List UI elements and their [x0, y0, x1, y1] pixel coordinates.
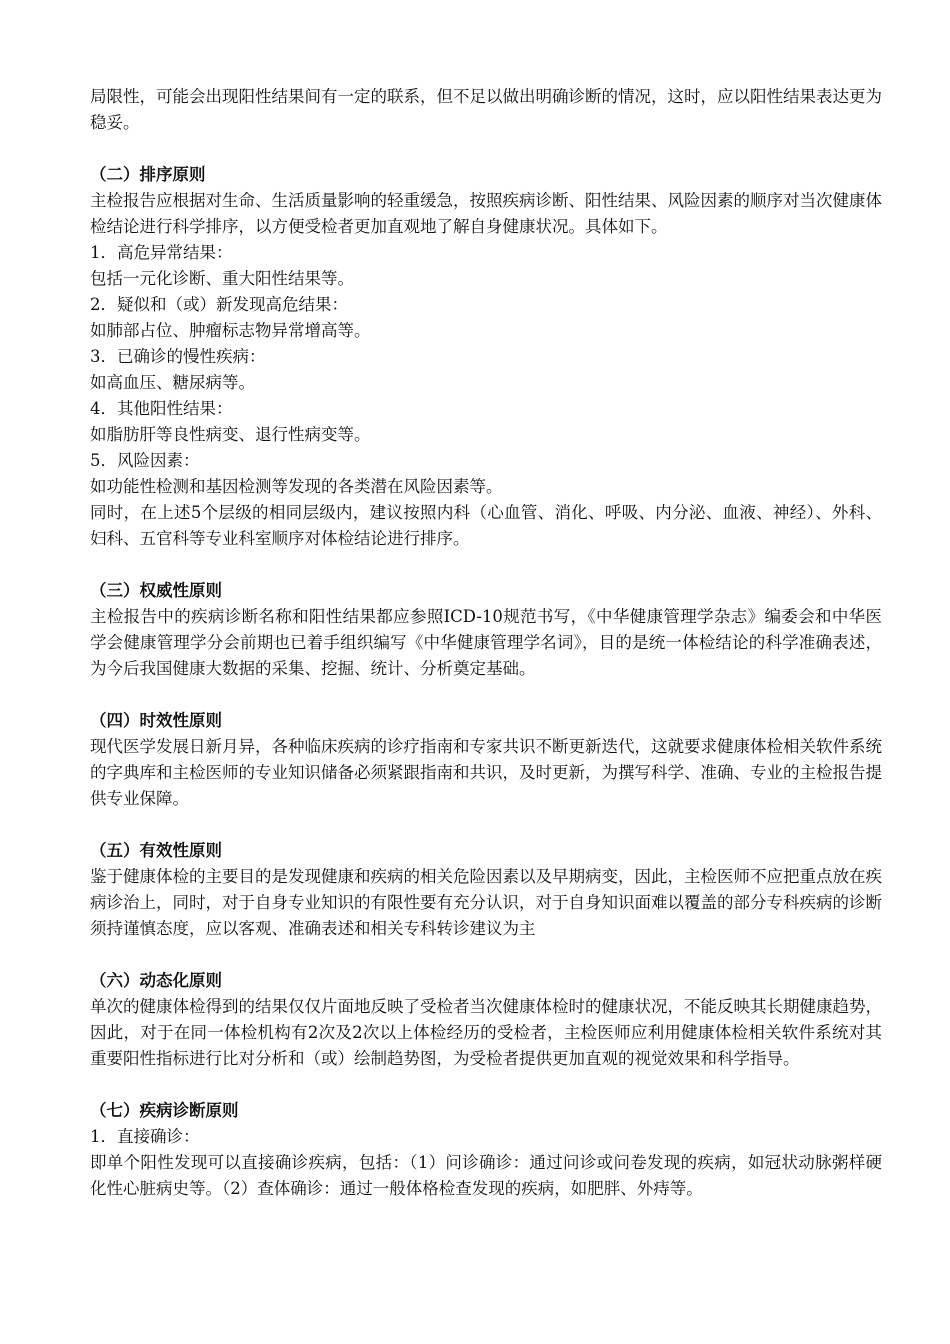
section-heading: （六）动态化原则 — [90, 971, 222, 990]
section-paragraph: 即单个阳性发现可以直接确诊疾病，包括：（1）问诊确诊：通过问诊或问卷发现的疾病，如冠状动脉粥样硬化性心脏病史等。（2）查体确诊：通过一般体格检查发现的疾病，如肥胖、外痔等。 — [90, 1153, 882, 1198]
list-item-title: 3．已确诊的慢性疾病： — [90, 347, 266, 366]
section-paragraph: 现代医学发展日新月异，各种临床疾病的诊疗指南和专家共识不断更新迭代，这就要求健康体检相关软件系统的字典库和主检医师的专业知识储备必须紧跟指南和共识，及时更新，为撰写科学、准确、专业的主检报告提供专业保障。 — [90, 737, 882, 808]
section-paragraph: 主检报告中的疾病诊断名称和阳性结果都应参照ICD-10规范书写，《中华健康管理学杂志》编委会和中华医学会健康管理学分会前期也已着手组织编写《中华健康管理学名词》，目的是统一体检结论的科学准确表述，为今后我国健康大数据的采集、挖掘、统计、分析奠定基础。 — [90, 607, 882, 678]
list-item-desc: 如肺部占位、肿瘤标志物异常增高等。 — [90, 321, 371, 340]
list-item-title: 1．高危异常结果： — [90, 243, 233, 262]
section-gap — [90, 1072, 882, 1098]
section-paragraph: 鉴于健康体检的主要目的是发现健康和疾病的相关危险因素以及早期病变，因此，主检医师不应把重点放在疾病诊治上，同时，对于自身专业知识的有限性要有充分认识，对于自身知识面难以覆盖的部分专科疾病的诊断须持谨慎态度，应以客观、准确表述和相关专科转诊建议为主 — [90, 867, 882, 938]
section-heading: （三）权威性原则 — [90, 581, 222, 600]
section-heading: （二）排序原则 — [90, 165, 206, 184]
section-paragraph: 主检报告应根据对生命、生活质量影响的轻重缓急，按照疾病诊断、阳性结果、风险因素的顺序对当次健康体检结论进行科学排序，以方便受检者更加直观地了解自身健康状况。具体如下。 — [90, 191, 882, 236]
section-gap — [90, 552, 882, 578]
section-gap — [90, 812, 882, 838]
section-diagnosis-principle — [90, 1098, 882, 1202]
section-gap — [90, 942, 882, 968]
list-item-desc: 包括一元化诊断、重大阳性结果等。 — [90, 269, 354, 288]
list-item-desc: 如脂肪肝等良性病变、退行性病变等。 — [90, 425, 371, 444]
section-paragraph: 单次的健康体检得到的结果仅仅片面地反映了受检者当次健康体检时的健康状况，不能反映其长期健康趋势，因此，对于在同一体检机构有2次及2次以上体检经历的受检者，主检医师应利用健康体检相关软件系统对其重要阳性指标进行比对分析和（或）绘制趋势图，为受检者提供更加直观的视觉效果和科学指导。 — [90, 997, 882, 1068]
section-heading: （四）时效性原则 — [90, 711, 222, 730]
list-item-title: 2．疑似和（或）新发现高危结果： — [90, 295, 348, 314]
list-item-desc: 如功能性检测和基因检测等发现的各类潜在风险因素等。 — [90, 477, 503, 496]
section-gap — [90, 136, 882, 162]
intro-paragraph: 局限性，可能会出现阳性结果间有一定的联系，但不足以做出明确诊断的情况，这时，应以阳性结果表达更为稳妥。 — [90, 87, 882, 132]
section-authority-principle — [90, 578, 882, 682]
section-timeliness-principle — [90, 708, 882, 812]
list-item-title: 1．直接确诊： — [90, 1127, 200, 1146]
list-item-desc: 如高血压、糖尿病等。 — [90, 373, 255, 392]
list-item-title: 4．其他阳性结果： — [90, 399, 233, 418]
section-heading: （五）有效性原则 — [90, 841, 222, 860]
section-heading: （七）疾病诊断原则 — [90, 1101, 239, 1120]
document-page — [90, 84, 882, 1202]
section-gap — [90, 682, 882, 708]
section-effectiveness-principle — [90, 838, 882, 942]
section-dynamic-principle — [90, 968, 882, 1072]
section-closing-paragraph: 同时，在上述5个层级的相同层级内，建议按照内科（心血管、消化、呼吸、内分泌、血液、神经）、外科、妇科、五官科等专业科室顺序对体检结论进行排序。 — [90, 503, 882, 548]
section-ordering-principle — [90, 162, 882, 552]
list-item-title: 5．风险因素： — [90, 451, 200, 470]
